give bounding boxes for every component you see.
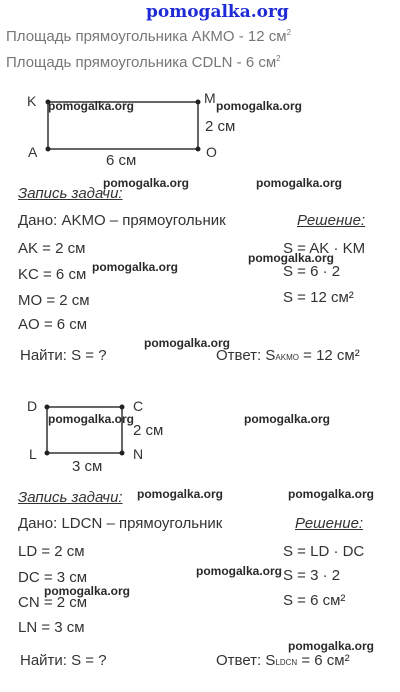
watermark: pomogalka.org xyxy=(48,412,135,426)
task1-answer-value: = 12 см² xyxy=(298,347,360,364)
task2-answer-subscript: LDCN xyxy=(275,658,298,667)
watermark: pomogalka.org xyxy=(216,99,303,113)
task1-record-title: Запись задачи: xyxy=(18,185,123,202)
task2-solution-title: Решение: xyxy=(295,515,364,532)
side-ln-length: 3 см xyxy=(72,458,103,475)
task1-solution-title: Решение: xyxy=(297,212,366,229)
task2-step-substitution: S = 3 · 2 xyxy=(283,567,341,584)
task1-given-ak: AK = 2 см xyxy=(18,240,86,257)
watermark: pomogalka.org xyxy=(288,639,375,653)
task2-step-result: S = 6 см² xyxy=(283,592,346,609)
vertex-m-label: M xyxy=(204,90,216,106)
vertex-n-label: N xyxy=(133,446,144,462)
vertex-l-label: L xyxy=(29,446,37,462)
side-ao-length: 6 см xyxy=(106,152,137,169)
task2-given-ld: LD = 2 см xyxy=(18,543,85,560)
task2-answer-value: = 6 см² xyxy=(297,652,350,669)
task1-step-substitution: S = 6 · 2 xyxy=(283,263,341,280)
task1-step-result: S = 12 см² xyxy=(283,289,354,306)
task1-answer-prefix: Ответ: S xyxy=(216,347,276,364)
task2-given-statement: Дано: LDCN – прямоугольник xyxy=(18,515,223,532)
vertex-c-label: C xyxy=(133,398,144,414)
site-logo[interactable]: pomogalka.org xyxy=(146,2,289,22)
watermark: pomogalka.org xyxy=(92,260,179,274)
vertex-k-label: K xyxy=(27,93,37,109)
watermark: pomogalka.org xyxy=(103,176,190,190)
task1-find: Найти: S = ? xyxy=(20,347,107,364)
task2-record-title: Запись задачи: xyxy=(18,489,123,506)
task1-step-formula: S = AK · KM xyxy=(283,240,366,257)
task1-answer xyxy=(216,347,360,364)
task2-given-cn: CN = 2 см xyxy=(18,594,88,611)
watermark: pomogalka.org xyxy=(248,251,335,265)
vertex-o-label: O xyxy=(206,144,217,160)
watermark: pomogalka.org xyxy=(288,487,375,501)
task2-answer xyxy=(216,652,350,669)
side-mo-length: 2 см xyxy=(205,118,236,135)
task2-given-ln: LN = 3 см xyxy=(18,619,85,636)
watermark: pomogalka.org xyxy=(48,99,135,113)
task1-given-kc: KC = 6 см xyxy=(18,266,87,283)
watermark: pomogalka.org xyxy=(196,564,283,578)
watermark: pomogalka.org xyxy=(137,487,224,501)
vertex-a-label: A xyxy=(28,144,38,160)
task1-answer-subscript: AKMO xyxy=(275,353,299,362)
task1-given-statement: Дано: AKMO – прямоугольник xyxy=(18,212,226,229)
area-akmo-exponent: 2 xyxy=(286,28,292,37)
area-akmo-text: Площадь прямоугольника АКМО - 12 см xyxy=(6,28,287,45)
task2-given-dc: DC = 3 см xyxy=(18,569,88,586)
side-cn-length: 2 см xyxy=(133,422,164,439)
area-cdln-text: Площадь прямоугольника CDLN - 6 см xyxy=(6,54,277,71)
vertex-d-label: D xyxy=(27,398,38,414)
task2-find: Найти: S = ? xyxy=(20,652,107,669)
area-cdln-exponent: 2 xyxy=(276,54,281,63)
task1-given-ao: AO = 6 см xyxy=(18,316,88,333)
watermark: pomogalka.org xyxy=(256,176,343,190)
task2-step-formula: S = LD · DC xyxy=(283,543,365,560)
task2-answer-prefix: Ответ: S xyxy=(216,652,276,669)
task1-given-mo: MO = 2 см xyxy=(18,292,90,309)
watermark: pomogalka.org xyxy=(144,336,231,350)
watermark: pomogalka.org xyxy=(244,412,331,426)
watermark: pomogalka.org xyxy=(44,584,131,598)
